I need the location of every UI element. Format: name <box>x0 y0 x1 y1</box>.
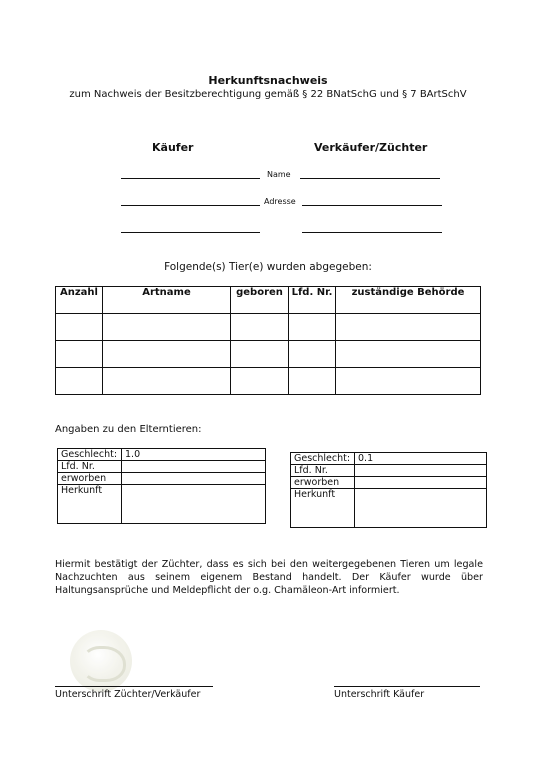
field-label: Geschlecht: <box>291 453 355 465</box>
seller-address-line[interactable] <box>302 205 442 206</box>
table-cell[interactable] <box>231 341 289 368</box>
field-value[interactable]: 0.1 <box>355 453 487 465</box>
table-row <box>291 465 487 477</box>
table-cell[interactable] <box>56 314 103 341</box>
table-cell[interactable] <box>289 368 336 395</box>
field-label: Geschlecht: <box>58 449 122 461</box>
table-cell[interactable] <box>56 341 103 368</box>
document-title: Herkunftsnachweis <box>208 74 328 87</box>
field-value[interactable] <box>122 461 266 473</box>
field-value[interactable] <box>122 485 266 524</box>
table-row <box>56 341 481 368</box>
table-row <box>291 489 487 528</box>
table-cell[interactable] <box>231 314 289 341</box>
table-cell[interactable] <box>289 314 336 341</box>
table-row <box>291 477 487 489</box>
column-header: Lfd. Nr. <box>289 287 336 314</box>
table-header-row <box>56 287 481 314</box>
field-label: Lfd. Nr. <box>58 461 122 473</box>
animals-table <box>55 286 481 395</box>
table-row <box>58 485 266 524</box>
buyer-signature-label: Unterschrift Käufer <box>334 689 425 700</box>
table-cell[interactable] <box>336 314 481 341</box>
table-cell[interactable] <box>103 314 231 341</box>
buyer-heading: Käufer <box>152 141 194 154</box>
column-header: Artname <box>103 287 231 314</box>
table-row <box>56 314 481 341</box>
field-value[interactable] <box>355 489 487 528</box>
seller-address-line-2[interactable] <box>302 232 442 233</box>
seller-signature-line[interactable] <box>55 686 213 687</box>
confirmation-statement: Hiermit bestätigt der Züchter, dass es sich bei den weitergegebenen Tieren um legale Nachzuchten aus seinem eigenem Bestand handelt. Der Käufer wurde über Haltungsansprüche und Meldepflicht der o.g. Chamäleon-Art informiert. <box>55 559 483 596</box>
watermark-seal-icon <box>70 630 132 692</box>
table-cell[interactable] <box>103 341 231 368</box>
parent-table-female <box>290 452 487 528</box>
seller-name-line[interactable] <box>300 178 440 179</box>
table-cell[interactable] <box>56 368 103 395</box>
table-cell[interactable] <box>289 341 336 368</box>
field-value[interactable] <box>355 465 487 477</box>
seller-heading: Verkäufer/Züchter <box>314 141 428 154</box>
address-label: Adresse <box>264 197 296 206</box>
animals-intro: Folgende(s) Tier(e) wurden abgegeben: <box>164 261 372 273</box>
table-row <box>58 461 266 473</box>
table-cell[interactable] <box>336 368 481 395</box>
column-header: zuständige Behörde <box>336 287 481 314</box>
buyer-address-line-2[interactable] <box>121 232 260 233</box>
table-row <box>58 449 266 461</box>
table-cell[interactable] <box>336 341 481 368</box>
field-label: Herkunft <box>58 485 122 524</box>
table-cell[interactable] <box>231 368 289 395</box>
field-value[interactable]: 1.0 <box>122 449 266 461</box>
table-row <box>291 453 487 465</box>
buyer-name-line[interactable] <box>121 178 260 179</box>
column-header: Anzahl <box>56 287 103 314</box>
buyer-signature-line[interactable] <box>334 686 480 687</box>
field-value[interactable] <box>355 477 487 489</box>
table-cell[interactable] <box>103 368 231 395</box>
field-value[interactable] <box>122 473 266 485</box>
field-label: erworben <box>58 473 122 485</box>
parent-table-male <box>57 448 266 524</box>
name-label: Name <box>267 170 291 179</box>
column-header: geboren <box>231 287 289 314</box>
field-label: erworben <box>291 477 355 489</box>
table-row <box>58 473 266 485</box>
document-subtitle: zum Nachweis der Besitzberechtigung gemäß § 22 BNatSchG und § 7 BArtSchV <box>69 89 467 100</box>
table-row <box>56 368 481 395</box>
seller-signature-label: Unterschrift Züchter/Verkäufer <box>55 689 201 700</box>
parents-label: Angaben zu den Elterntieren: <box>55 424 202 435</box>
field-label: Lfd. Nr. <box>291 465 355 477</box>
field-label: Herkunft <box>291 489 355 528</box>
buyer-address-line[interactable] <box>121 205 260 206</box>
